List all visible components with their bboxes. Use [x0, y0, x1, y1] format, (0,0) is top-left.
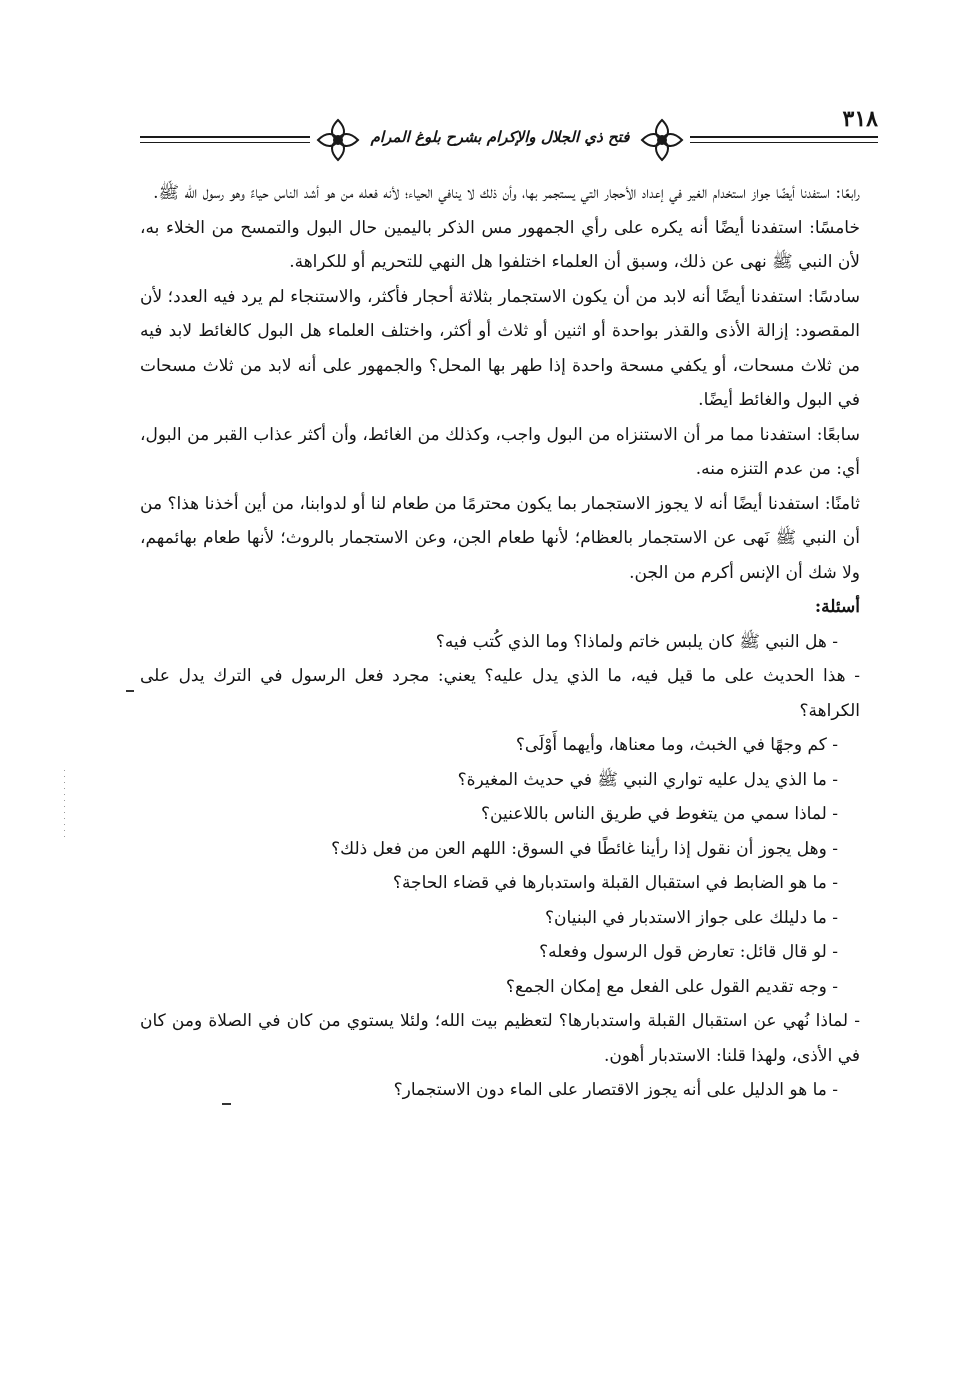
questions-heading: أسئلة:	[814, 597, 860, 617]
question-item: - لو قال قائل: تعارض قول الرسول وفعله؟	[539, 942, 838, 962]
page-body	[140, 176, 860, 1108]
header-rule-left-thin	[140, 142, 310, 143]
scan-speck	[126, 690, 134, 692]
question-item: - وجه تقديم القول على الفعل مع إمكان الجمع؟	[505, 976, 838, 997]
paragraph-fourth: رابعًا: استفدنا أيضًا جواز استخدام الغير في إعداد الأحجار التي يستجمر بها، وأن ذلك لا ينافي الحياء؛ لأنه فعله من هو أشد الناس حياءً وهو رسول الله ﷺ.	[153, 183, 860, 203]
question-item: - ما هو الدليل على أنه يجوز الاقتصار على الماء دون الاستجمار؟	[393, 1080, 838, 1100]
paragraph-sixth: سادسًا: استفدنا أيضًا أنه لابد من أن يكون الاستجمار بثلاثة أحجار فأكثر، والاستنجاء لم يرد فيه العدد؛ لأن المقصود: إزالة الأذى والقذر بواحدة أو اثنين أو ثلاث أو أكثر، واختلف العلماء هل البول كالغائط لابد فيه من ثلاث مسحات، أو يكفي مسحة واحدة إذا طهر بها المحل؟ والجمهور على أنه لابد من ثلاث مسحات في البول والغائط أيضًا.	[140, 286, 860, 410]
question-item: - ما هو الضابط في استقبال القبلة واستدبارها في قضاء الحاجة؟	[392, 873, 838, 893]
question-item: - وهل يجوز أن نقول إذا رأينا غائطًا في السوق: اللهم العن من فعل ذلك؟	[331, 838, 838, 859]
question-item: - كم وجهًا في الخبث، وما معناها، وأيهما أَوْلَى؟	[515, 735, 838, 755]
paragraph-seventh: سابعًا: استفدنا مما مر أن الاستنزاه من البول واجب، وكذلك من الغائط، وأن أكثر عذاب القبر من البول، أي: من عدم التنزه منه.	[140, 424, 860, 479]
scan-dots	[64, 770, 65, 840]
paragraph-eighth: ثامنًا: استفدنا أيضًا أنه لا يجوز الاستجمار بما يكون محترمًا من طعام لنا أو لدوابنا، من أين أخذنا هذا؟ من أن النبي ﷺ نَهى عن الاستجمار بالعظام؛ لأنها طعام الجن، وعن الاستجمار بالروث؛ لأنها طعام بهائمهم، ولا شك أن الإنس أكرم من الجن.	[140, 493, 860, 583]
paragraph-fifth: خامسًا: استفدنا أيضًا أنه يكره على رأي الجمهور مس الذكر باليمين حال البول والتمسح من الخلاء به، لأن النبي ﷺ نهى عن ذلك، وسبق أن العلماء اختلفوا هل النهي للتحريم أو للكراهة.	[140, 217, 860, 272]
question-item: - هذا الحديث على ما قيل فيه، ما الذي يدل عليه؟ يعني: مجرد فعل الرسول في الترك يدل على الكراهة؟	[140, 666, 860, 721]
question-item: - هل النبي ﷺ كان يلبس خاتم ولماذا؟ وما الذي كُتب فيه؟	[435, 631, 838, 652]
scan-speck	[222, 1103, 231, 1105]
question-item: - ما الذي يدل عليه تواري النبي ﷺ في حديث المغيرة؟	[457, 769, 838, 790]
question-item: - لماذا نُهي عن استقبال القبلة واستدبارها؟ لتعظيم بيت الله؛ ولئلا يستوي من كان في الصلاة ومن كان في الأذى، ولهذا قلنا: الاستدبار أهون.	[140, 1011, 860, 1066]
floral-ornament-icon	[636, 114, 688, 166]
page-number: ٣١٨	[842, 106, 878, 132]
page-header	[140, 106, 878, 168]
header-rule-left	[140, 136, 310, 138]
floral-ornament-icon	[312, 114, 364, 166]
header-rule-right	[690, 136, 878, 138]
question-item: - لماذا سمي من يتغوط في طريق الناس باللاعنين؟	[481, 804, 838, 824]
question-item: - ما دليلك على جواز الاستدبار في البنيان؟	[545, 907, 838, 928]
questions-list	[140, 625, 860, 1108]
header-rule-right-thin	[690, 142, 878, 143]
running-title: فتح ذي الجلال والإكرام بشرح بلوغ المرام	[370, 128, 630, 146]
